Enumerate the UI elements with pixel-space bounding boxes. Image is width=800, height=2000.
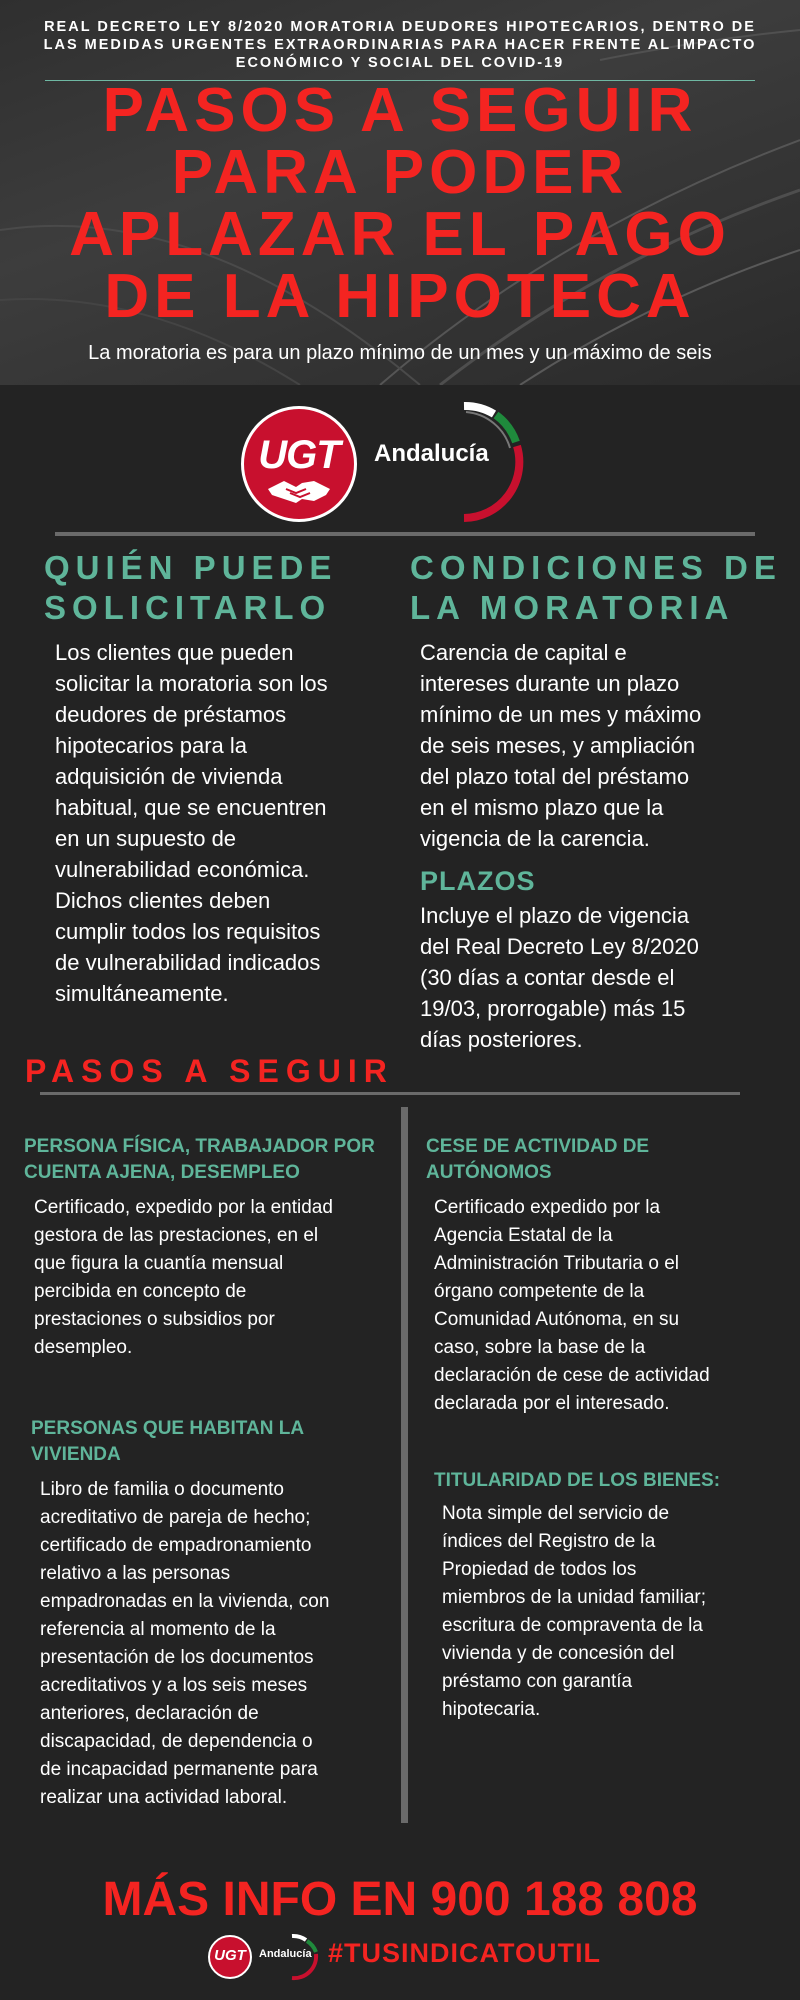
text-line: Administración Tributaria o el [434,1253,679,1274]
text-line: referencia al momento de la [40,1619,276,1640]
step-text [34,1194,396,1362]
text-line: gestora de las prestaciones, en el [34,1225,319,1246]
andalucia-arc-icon [288,1932,324,1982]
text-line: simultáneamente. [55,981,229,1006]
step-heading [434,1468,784,1494]
quien-title-line: QUIÉN PUEDE [44,549,338,586]
step-text [442,1500,792,1724]
condiciones-text [420,637,770,854]
text-line: relativo a las personas [40,1563,231,1584]
text-line: vivienda y de concesión del [442,1643,675,1664]
text-line: Nota simple del servicio de [442,1503,670,1524]
column-divider [401,1107,408,1823]
text-line: Certificado expedido por la [434,1197,661,1218]
contact-phone-banner: MÁS INFO EN 900 188 808 [102,1873,698,1926]
text-line: caso, sobre la base de la [434,1337,646,1358]
text-line: solicitar la moratoria son los [55,671,328,696]
hero-banner [0,0,800,385]
text-line: vulnerabilidad económica. [55,857,310,882]
text-line: prestaciones o subsidios por [34,1309,275,1330]
text-line: Comunidad Autónoma, en su [434,1309,680,1330]
quien-title [44,548,337,628]
pasos-divider [40,1092,740,1095]
text-line: habitual, que se encuentren [55,795,327,820]
text-line: miembros de la unidad familiar; [442,1587,707,1608]
text-line: presentación de los documentos [40,1647,314,1668]
title-line: PARA PODER [171,138,629,207]
step-heading [24,1134,394,1186]
heading-line: TITULARIDAD DE LOS BIENES: [434,1470,721,1491]
text-line: vigencia de la carencia. [420,826,650,851]
page-subtitle: La moratoria es para un plazo mínimo de un mes y un máximo de seis [88,342,712,364]
text-line: cumplir todos los requisitos [55,919,321,944]
ugt-badge-small [208,1935,252,1979]
condiciones-title-line: LA MORATORIA [410,589,735,626]
text-line: acreditativo de pareja de hecho; [40,1507,311,1528]
text-line: escritura de compraventa de la [442,1615,703,1636]
text-line: acreditativos y a los seis meses [40,1675,308,1696]
hashtag: #TUSINDICATOUTIL [328,1938,602,1968]
text-line: órgano competente de la [434,1281,645,1302]
text-line: Certificado, expedido por la entidad [34,1197,333,1218]
text-line: (30 días a contar desde el [420,965,675,990]
condiciones-title [410,548,782,628]
text-line: en un supuesto de [55,826,237,851]
text-line: que figura la cuantía mensual [34,1253,284,1274]
footer-logo [208,1932,328,1982]
text-line: intereses durante un plazo [420,671,680,696]
step-heading [426,1134,786,1186]
text-line: de incapacidad permanente para [40,1759,318,1780]
text-line: hipotecaria. [442,1699,541,1720]
text-line: percibida en concepto de [34,1281,247,1302]
page-title [20,76,780,331]
text-line: Libro de familia o documento [40,1479,284,1500]
plazos-title: PLAZOS [420,866,536,896]
text-line: certificado de empadronamiento [40,1535,312,1556]
ugt-badge [241,406,357,522]
condiciones-title-line: CONDICIONES DE [410,549,782,586]
decree-kicker: REAL DECRETO LEY 8/2020 MORATORIA DEUDORES HIPOTECARIOS, DENTRO DE LAS MEDIDAS URGENTES EXTRAORDINARIAS PARA HACER FRENTE AL IMPACTO ECONÓMICO Y SOCIAL DEL COVID-19 [43,19,757,71]
ugt-andalucia-logo [236,398,536,526]
text-line: préstamo con garantía [442,1671,633,1692]
text-line: desempleo. [34,1337,133,1358]
text-line: discapacidad, de dependencia o [40,1731,313,1752]
text-line: días posteriores. [420,1027,583,1052]
text-line: de vulnerabilidad indicados [55,950,321,975]
text-line: Propiedad de todos los [442,1559,637,1580]
text-line: empadronadas en la vivienda, con [40,1591,330,1612]
heading-line: CESE DE ACTIVIDAD DE [426,1136,650,1157]
title-line: DE LA HIPOTECA [104,262,696,331]
text-line: declaración de cese de actividad [434,1365,710,1386]
title-line: PASOS A SEGUIR [102,76,698,145]
quien-text [55,637,395,1009]
text-line: deudores de préstamos [55,702,287,727]
title-line: APLAZAR EL PAGO [69,200,731,269]
section-divider [55,532,755,536]
text-line: de seis meses, y ampliación [420,733,696,758]
text-line: Incluye el plazo de vigencia [420,903,690,928]
text-line: Dichos clientes deben [55,888,271,913]
heading-line: CUENTA AJENA, DESEMPLEO [24,1162,300,1183]
region-wordmark: Andalucía [374,440,489,467]
heading-line: AUTÓNOMOS [426,1162,552,1183]
handshake-icon [266,475,332,505]
text-line: del plazo total del préstamo [420,764,690,789]
text-line: 19/03, prorrogable) más 15 [420,996,686,1021]
text-line: del Real Decreto Ley 8/2020 [420,934,699,959]
text-line: mínimo de un mes y máximo [420,702,702,727]
text-line: en el mismo plazo que la [420,795,664,820]
text-line: realizar una actividad laboral. [40,1787,288,1808]
heading-line: PERSONAS QUE HABITAN LA [31,1418,305,1439]
plazos-text [420,900,770,1055]
heading-line: VIVIENDA [31,1444,121,1465]
andalucia-arc-icon [456,398,526,526]
text-line: Agencia Estatal de la [434,1225,613,1246]
ugt-wordmark: UGT [258,433,340,477]
step-text [40,1476,396,1812]
pasos-title: PASOS A SEGUIR [25,1053,394,1089]
region-wordmark-small: Andalucía [259,1948,312,1960]
text-line: hipotecarios para la [55,733,248,758]
text-line: Los clientes que pueden [55,640,294,665]
heading-line: PERSONA FÍSICA, TRABAJADOR POR [24,1136,375,1157]
step-text [434,1194,794,1418]
text-line: Carencia de capital e [420,640,627,665]
text-line: anteriores, declaración de [40,1703,259,1724]
text-line: índices del Registro de la [442,1531,656,1552]
quien-title-line: SOLICITARLO [44,589,332,626]
ugt-wordmark-small: UGT [214,1947,246,1964]
text-line: declarada por el interesado. [434,1393,670,1414]
step-heading [31,1416,393,1468]
text-line: adquisición de vivienda [55,764,283,789]
